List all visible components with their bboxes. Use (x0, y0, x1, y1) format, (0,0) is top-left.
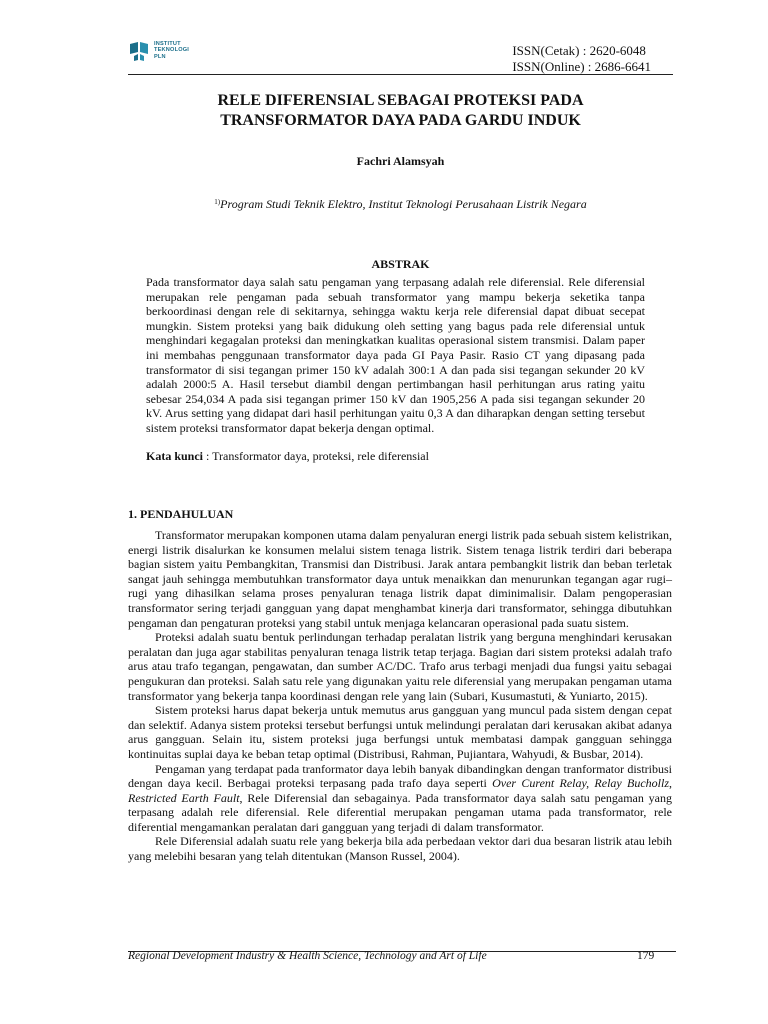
abstract-heading: ABSTRAK (371, 257, 430, 271)
issn-print: ISSN(Cetak) : 2620-6048 (512, 43, 646, 58)
keywords (146, 449, 645, 464)
body-text (128, 528, 672, 864)
institution-logo (128, 40, 198, 66)
header-divider (128, 74, 673, 75)
keywords-label: Kata kunci (146, 449, 204, 463)
paragraph-3: Sistem proteksi harus dapat bekerja untuk memutus arus gangguan yang muncul pada sistem dengan cepat dan selektif. Adanya sistem proteksi tersebut berfungsi untuk melindungi peralatan dari kerusakan akibat adanya arus gangguan. Selain itu, sistem proteksi juga berfungsi untuk membatasi dampak gangguan sehingga kontinuitas suplai daya ke beban tetap optimal (Distribusi, Rahman, Pujiantara, Wahyudi, & Busbar, 2014). (128, 703, 672, 761)
page-number: 179 (637, 950, 655, 962)
issn-online: ISSN(Online) : 2686-6641 (512, 58, 651, 74)
paper-title: RELE DIFERENSIAL SEBAGAI PROTEKSI PADA TRANSFORMATOR DAYA PADA GARDU INDUK (217, 92, 584, 129)
paragraph-5: Rele Diferensial adalah suatu rele yang bekerja bila ada perbedaan vektor dari dua besaran listrik atau lebih yang melebihi besaran yang telah ditentukan (Manson Russel, 2004). (128, 834, 672, 864)
logo-mark-icon (128, 40, 152, 62)
author-name: Fachri Alamsyah (356, 154, 445, 168)
footer-journal: Regional Development Industry & Health Science, Technology and Art of Life (128, 950, 487, 962)
abstract-text: Pada transformator daya salah satu pengaman yang terpasang adalah rele diferensial. Rele diferensial merupakan rele pengaman pada sebuah transformator yang mampu bekerja seketika tanpa berkoordinasi dengan rele di sekitarnya, sehingga waktu kerja rele diferensial dapat dibuat secepat mungkin. Sistem proteksi yang baik didukung oleh setting yang bagus pada rele diferensial untuk menghindari kegagalan proteksi dan meningkatkan kualitas operasional sistem transmisi. Dalam paper ini membahas penggunaan transformator daya pada GI Paya Pasir. Rasio CT yang dipasang pada transformator di sisi tegangan primer 150 kV adalah 300:1 A dan pada sisi tegangan sekunder 20 kV adalah 2000:5 A. Hasil tersebut diambil dengan pertimbangan hasil perhitungan arus rating yaitu sebesar 254,034 A pada sisi tegangan primer 150 kV dan 1905,256 A pada sisi tegangan sekunder 20 kV. Arus setting yang didapat dari hasil perhitungan yaitu 0,3 A dan diharapkan dengan setting tersebut sistem proteksi transformator dapat bekerja dengan optimal. (146, 275, 645, 435)
paragraph-1: Transformator merupakan komponen utama dalam penyaluran energi listrik pada sebuah sistem kelistrikan, energi listrik disalurkan ke konsumen melalui sistem tenaga listrik. Sistem tenaga listrik terdiri dari beberapa bagian sistem yaitu Pembangkitan, Transmisi dan Distribusi. Jarak antara pembangkit listrik dan beban terletak sangat jauh sehingga membutuhkan transformator daya untuk menaikkan dan menurunkan tegangan agar rugi–rugi yang dihasilkan selama proses penyaluran tenaga listrik dapat diminimalisir. Dalam pengoperasian transformator sering terjadi gangguan yang dapat menghambat kinerja dari transformator, sehingga dibutuhkan pengaman dan pengaturan proteksi yang stabil untuk menjaga kelancaran operasional pada suatu sistem. (128, 528, 672, 630)
affiliation: $^{1)}$Program Studi Teknik Elektro, Institut Teknologi Perusahaan Listrik Negara (214, 197, 587, 211)
keywords-list: : Transformator daya, proteksi, rele diferensial (203, 449, 429, 463)
issn-block (512, 43, 651, 74)
logo-text: INSTITUT TEKNOLOGI PLN (154, 41, 190, 60)
paragraph-2: Proteksi adalah suatu bentuk perlindungan terhadap peralatan listrik yang berguna menghindari kerusakan peralatan dan juga agar stabilitas penyaluran tenaga listrik tetap terjaga. Bagian dari sistem proteksi adalah trafo arus atau trafo tegangan, pengawatan, dan sumber AC/DC. Trafo arus terbagi menjadi dua fungsi yaitu sebagai pengukuran dan proteksi. Salah satu rele yang digunakan yaitu rele diferensial yang merupakan pengaman utama transformator yang bekerja tanpa koordinasi dengan rele yang lain (Subari, Kusumastuti, & Yuniarto, 2015). (128, 630, 672, 703)
section-heading: 1. PENDAHULUAN (128, 507, 234, 521)
paragraph-4: Pengaman yang terdapat pada tranformator daya lebih banyak dibandingkan dengan tranformator distribusi dengan daya kecil. Berbagai proteksi terpasang pada trafo daya seperti Over Curent Relay, Relay Buchollz, Restricted Earth Fault, Rele Diferensial dan sebagainya. Pada transformator daya salah satu pengaman yang terpasang adalah rele diferensial. Rele diferential merupakan pengaman utama pada transformator, rele diferential mengamankan peralatan dari gangguan yang terjadi di dalam transformator. (128, 761, 672, 834)
